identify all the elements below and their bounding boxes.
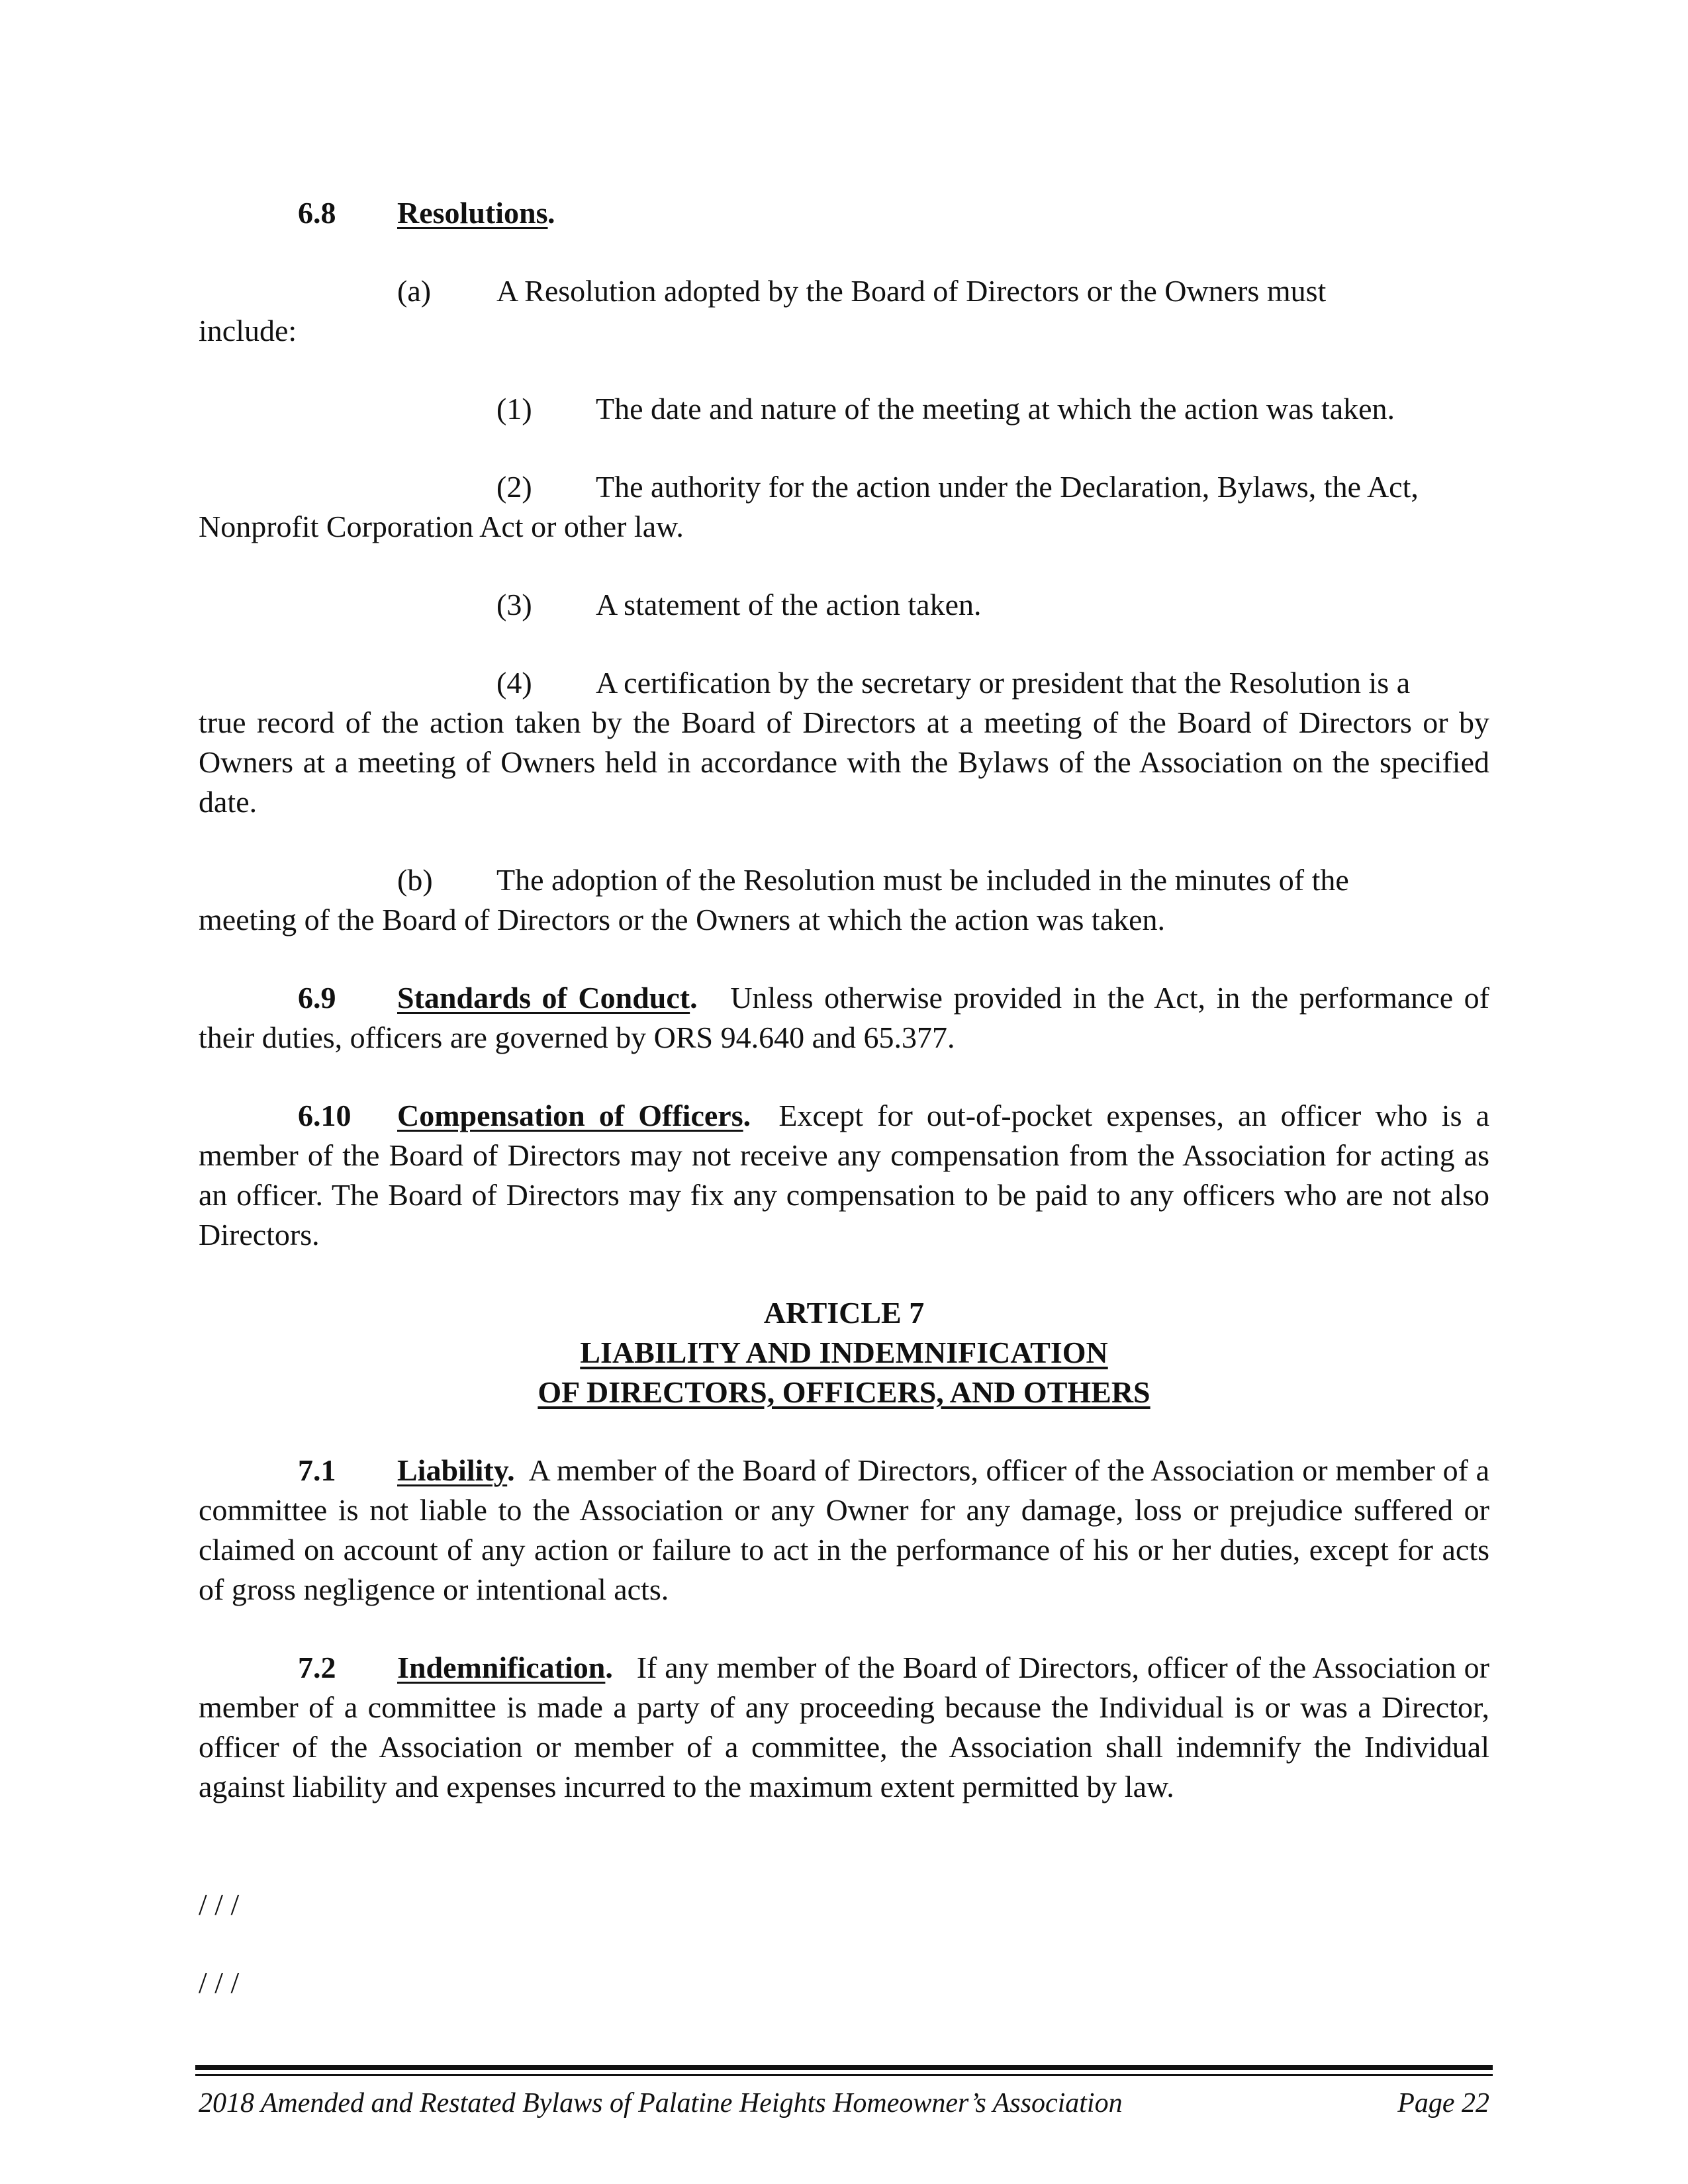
item-text: The date and nature of the meeting at which the action was taken.	[596, 392, 1395, 426]
section-text: Unless otherwise provided in the Act, in the performance of their duties, officers are governed by ORS 94.640 and 65.377.	[199, 981, 1489, 1054]
section-title: Indemnification	[397, 1651, 606, 1684]
paragraph-6-8-4	[199, 663, 1489, 703]
paragraph-6-8-b	[199, 860, 1489, 900]
item-label: (3)	[496, 588, 532, 621]
paragraph-6-8-a	[199, 271, 1489, 311]
section-7-1: 7.1 Liability. A member of the Board of Directors, officer of the Association or member of a committee is not liable to the Association or any Owner for any damage, loss or prejudice suffered or claimed on account of any action or failure to act in the performance of his or her duties, except for acts of gross negligence or intentional acts.	[199, 1451, 1489, 1610]
footer-rule-thick	[195, 2065, 1493, 2070]
article-title-line-1: LIABILITY AND INDEMNIFICATION	[580, 1336, 1108, 1369]
continuation-slashes: / / /	[199, 1888, 240, 1921]
section-number: 6.10	[298, 1099, 352, 1132]
section-title: Compensation of Officers	[397, 1099, 743, 1132]
item-text: A Resolution adopted by the Board of Directors or the Owners must	[496, 274, 1327, 308]
paragraph-6-8-3	[199, 585, 1489, 625]
item-text: The adoption of the Resolution must be included in the minutes of the	[496, 863, 1349, 897]
footer-rule-thin	[195, 2074, 1493, 2076]
paragraph-6-8-2	[199, 467, 1489, 507]
footer-document-title: 2018 Amended and Restated Bylaws of Palatine Heights Homeowner’s Association	[199, 2088, 1123, 2118]
section-text: A member of the Board of Directors, officer of the Association or member of a committee is not liable to the Association or any Owner for any damage, loss or prejudice suffered or claimed on account of any action or failure to act in the performance of his or her duties, except for acts of gross negligence or intentional acts.	[199, 1453, 1489, 1606]
paragraph-6-8-2-cont: Nonprofit Corporation Act or other law.	[199, 510, 684, 543]
item-text: A statement of the action taken.	[596, 588, 982, 621]
section-number: 7.1	[298, 1453, 336, 1487]
section-title: Resolutions	[397, 196, 548, 230]
item-label: (a)	[397, 274, 432, 308]
footer-page-number: Page 22	[1397, 2088, 1489, 2118]
section-7-2: 7.2 Indemnification. If any member of the Board of Directors, officer of the Association or member of a committee is made a party of any proceeding because the Individual is or was a Director, officer of the Association or member of a committee, the Association shall indemnify the Individual against liability and expenses incurred to the maximum extent permitted by law.	[199, 1648, 1489, 1807]
section-text: Except for out-of-pocket expenses, an officer who is a member of the Board of Directors may not receive any compensation from the Association for acting as an officer. The Board of Directors may fix any compensation to be paid to any officers who are not also Directors.	[199, 1099, 1489, 1251]
section-title: Standards of Conduct	[397, 981, 690, 1015]
paragraph-6-8-b-cont: meeting of the Board of Directors or the Owners at which the action was taken.	[199, 903, 1166, 936]
article-number: ARTICLE 7	[763, 1296, 925, 1330]
paragraph-6-8-4-cont: true record of the action taken by the Board of Directors at a meeting of the Board of Directors or by Owners at a meeting of Owners held in accordance with the Bylaws of the Association on the specified date.	[199, 705, 1489, 819]
section-title: Liability	[397, 1453, 508, 1487]
item-label: (2)	[496, 470, 532, 504]
paragraph-6-8-a-cont: include:	[199, 314, 297, 347]
page-body	[199, 193, 1489, 2003]
section-number: 7.2	[298, 1651, 336, 1684]
article-title-line-2: OF DIRECTORS, OFFICERS, AND OTHERS	[538, 1375, 1150, 1409]
item-text: A certification by the secretary or president that the Resolution is a	[596, 666, 1411, 700]
section-6-10: 6.10 Compensation of Officers. Except for out-of-pocket expenses, an officer who is a member of the Board of Directors may not receive any compensation from the Association for acting as an officer. The Board of Directors may fix any compensation to be paid to any officers who are not also Directors.	[199, 1096, 1489, 1255]
section-number: 6.9	[298, 981, 336, 1015]
section-text: If any member of the Board of Directors, officer of the Association or member of a committee is made a party of any proceeding because the Individual is or was a Director, officer of the Association or member of a committee, the Association shall indemnify the Individual against liability and expenses incurred to the maximum extent permitted by law.	[199, 1651, 1489, 1803]
item-label: (1)	[496, 392, 532, 426]
continuation-slashes: / / /	[199, 1966, 240, 1999]
section-number: 6.8	[298, 196, 336, 230]
article-heading	[199, 1293, 1489, 1412]
item-label: (b)	[397, 863, 433, 897]
section-6-9: 6.9 Standards of Conduct. Unless otherwise provided in the Act, in the performance of their duties, officers are governed by ORS 94.640 and 65.377.	[199, 978, 1489, 1058]
section-6-8-heading: 6.8 Resolutions .	[199, 193, 1489, 233]
item-label: (4)	[496, 666, 532, 700]
paragraph-6-8-1	[199, 389, 1489, 429]
item-text: The authority for the action under the Declaration, Bylaws, the Act,	[596, 470, 1419, 504]
